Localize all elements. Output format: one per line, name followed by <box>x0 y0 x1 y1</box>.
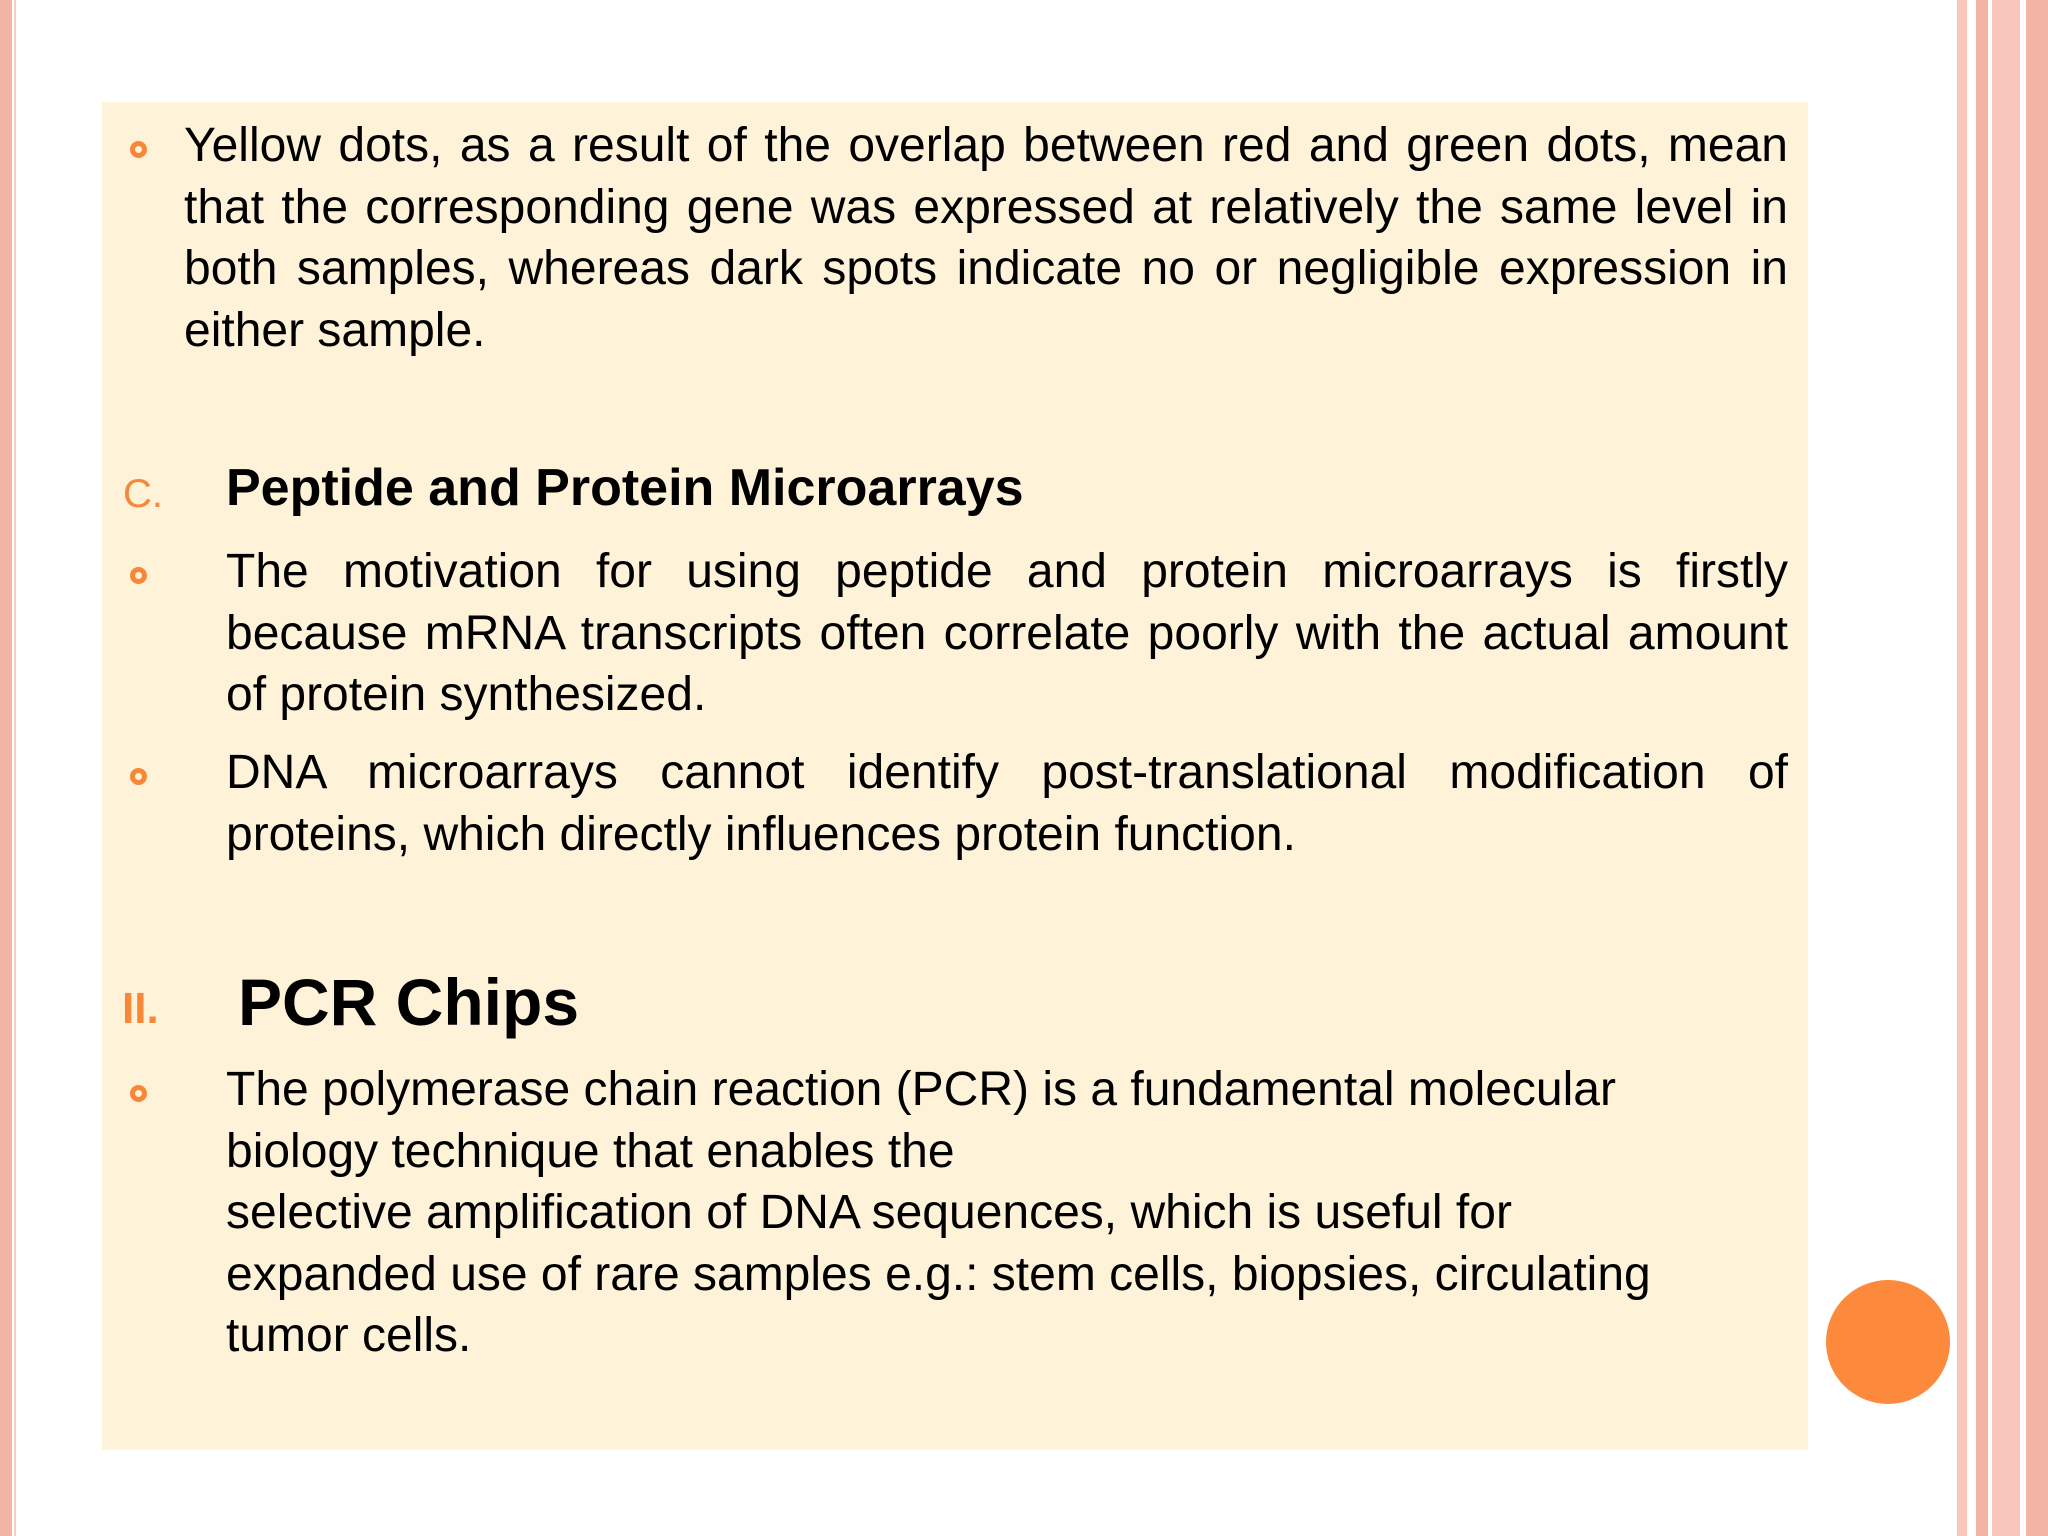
decorative-orange-circle <box>1826 1280 1950 1404</box>
section-ii-bullet-1-line: expanded use of rare samples e.g.: stem cells, biopsies, circulating <box>226 1247 1651 1301</box>
section-ii-bullet-1-line: selective amplification of DNA sequences, which is useful for <box>226 1186 1512 1239</box>
section-c-heading: Peptide and Protein Microarrays <box>226 459 1024 517</box>
left-border-stripe-inner <box>14 0 16 1536</box>
left-border-stripe <box>0 0 12 1536</box>
ring-bullet-icon <box>130 768 147 785</box>
ring-bullet-icon <box>130 141 147 158</box>
section-ii-bullet-1 <box>226 1059 1826 1367</box>
section-ii-marker: II. <box>122 984 159 1033</box>
section-ii-bullet-1-line: The polymerase chain reaction (PCR) is a fundamental molecular <box>226 1063 1616 1116</box>
section-c-bullet-2-text: DNA microarrays cannot identify post-translational modification of proteins, which directly influences protein function. <box>226 746 1788 861</box>
right-border-stripe-3 <box>1992 0 2020 1536</box>
ring-bullet-icon <box>130 567 147 584</box>
right-border-stripe-4 <box>2026 0 2048 1536</box>
ring-bullet-icon <box>130 1085 147 1102</box>
section-ii-bullet-1-line: tumor cells. <box>226 1309 472 1362</box>
section-c-bullet-1-text: The motivation for using peptide and protein microarrays is firstly because mRNA transcripts often correlate poorly with the actual amount of protein synthesized. <box>226 545 1788 721</box>
section-ii-bullet-1-line: biology technique that enables the <box>226 1124 955 1178</box>
section-ii-heading: PCR Chips <box>238 965 580 1039</box>
right-border-stripe-2 <box>1976 0 1988 1536</box>
intro-bullet-text: Yellow dots, as a result of the overlap between red and green dots, mean that the corresponding gene was expressed at relatively the same level in both samples, whereas dark spots indicate no or negligible expression in either sample. <box>184 119 1788 357</box>
section-c-marker: C. <box>123 472 163 516</box>
right-border-gap-1 <box>1967 0 1976 1536</box>
right-border-stripe-1 <box>1957 0 1967 1536</box>
